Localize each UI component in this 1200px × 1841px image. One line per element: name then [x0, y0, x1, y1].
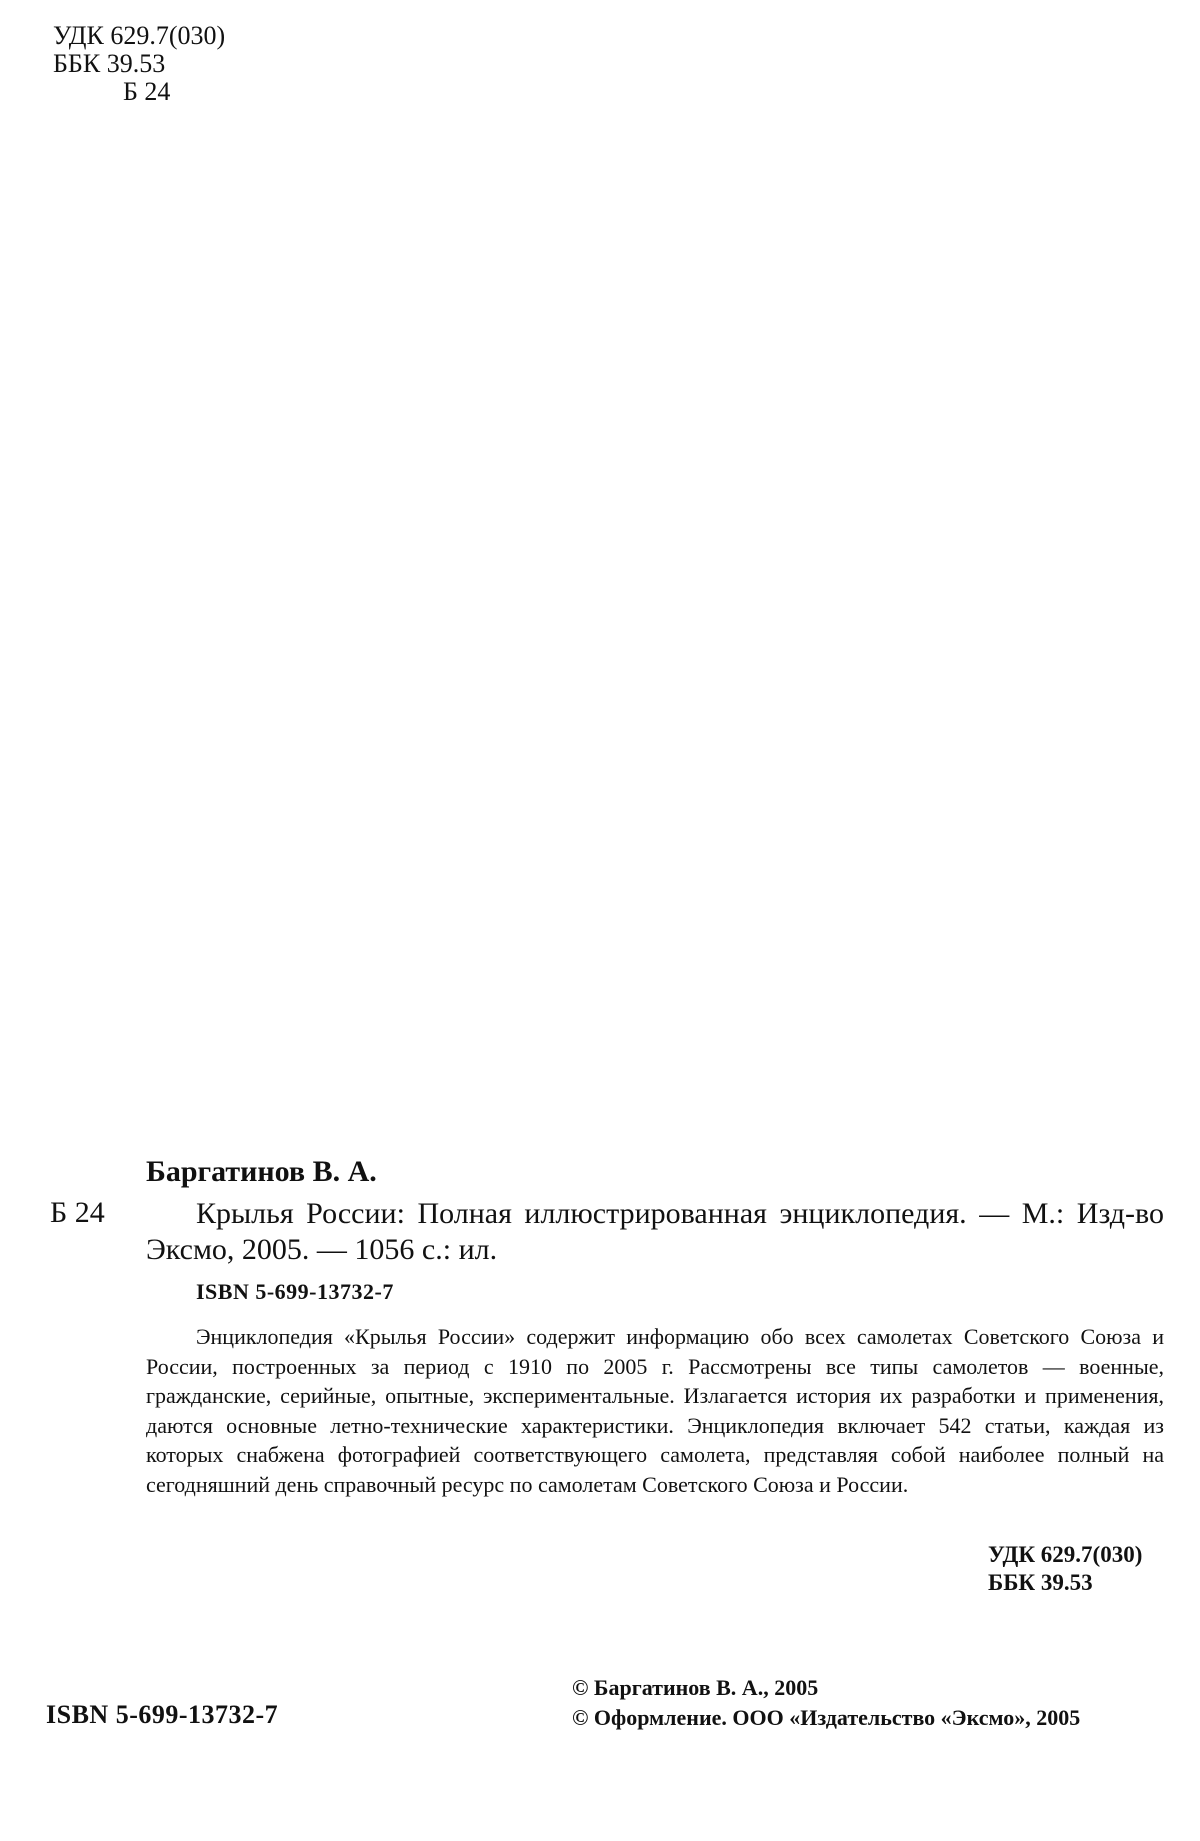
copyright-block — [572, 1673, 1080, 1733]
top-classification-codes — [53, 22, 225, 106]
top-udk-code: УДК 629.7(030) — [53, 21, 226, 50]
copyright-design: © Оформление. ООО «Издательство «Эксмо», 2005 — [572, 1705, 1081, 1730]
classification-codes-right — [988, 1541, 1142, 1597]
book-title-imprint: Крылья России: Полная иллюстрированная энциклопедия. — М.: Изд-во Эксмо, 2005. — 1056 с.: ил. — [146, 1197, 1164, 1266]
annotation-paragraph: Энциклопедия «Крылья России» содержит информацию обо всех самолетах Советского Союза и России, построенных за период с 1910 по 2005 г. Рассмотрены все типы самолетов — военные, гражданские, серийные, опытные, экспериментальные. Излагается история их разработки и применения, даются основные летно-технические характеристики. Энциклопедия включает 542 статьи, каждая из которых снабжена фотографией соответствующего самолета, представляя собой наиболее полный на сегодняшний день справочный ресурс по самолетам Советского Союза и России. — [146, 1324, 1164, 1497]
shelf-mark: Б 24 — [50, 1196, 105, 1229]
isbn-footer: ISBN 5-699-13732-7 — [46, 1700, 279, 1729]
isbn-record: ISBN 5-699-13732-7 — [196, 1279, 394, 1304]
top-shelf-mark: Б 24 — [123, 77, 171, 106]
bbk-code: ББК 39.53 — [988, 1570, 1093, 1595]
udk-code: УДК 629.7(030) — [988, 1542, 1143, 1567]
copyright-author: © Баргатинов В. А., 2005 — [572, 1675, 819, 1700]
author-name: Баргатинов В. А. — [146, 1155, 377, 1188]
top-bbk-code: ББК 39.53 — [53, 49, 166, 78]
